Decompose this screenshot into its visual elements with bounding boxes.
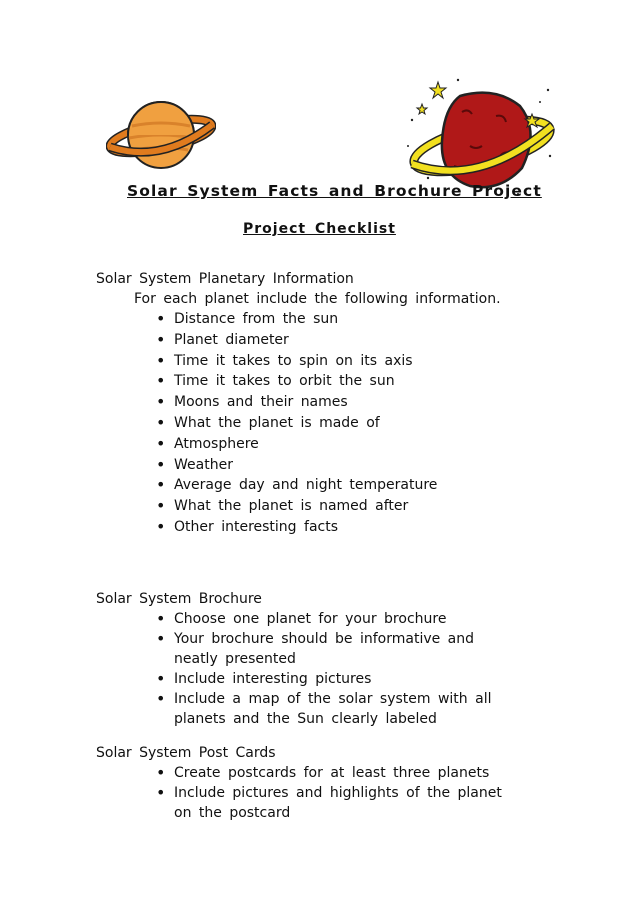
list-item-continuation: planets and the Sun clearly labeled	[174, 711, 437, 727]
list-item: • Average day and night temperature	[96, 475, 501, 496]
list-item: • Other interesting facts	[96, 517, 501, 538]
list-item: • Planet diameter	[96, 330, 501, 351]
list-item: • Your brochure should be informative and	[96, 629, 491, 649]
section-title: Solar System Planetary Information	[96, 271, 354, 287]
checklist	[96, 609, 491, 729]
list-item: • Time it takes to spin on its axis	[96, 351, 501, 372]
list-item-continuation: neatly presented	[174, 651, 296, 667]
list-item: • What the planet is named after	[96, 496, 501, 517]
checklist	[96, 763, 502, 823]
list-item-continuation: on the postcard	[174, 805, 291, 821]
post-cards-section	[96, 743, 502, 823]
section-title: Solar System Post Cards	[96, 745, 276, 761]
list-item: • Include pictures and highlights of the planet	[96, 783, 502, 803]
document-subtitle: Project Checklist	[243, 221, 396, 237]
list-item: • Moons and their names	[96, 392, 501, 413]
list-item: • What the planet is made of	[96, 413, 501, 434]
list-item: • Include a map of the solar system with all	[96, 689, 491, 709]
list-item: • Include interesting pictures	[96, 669, 491, 689]
saturn-clipart	[106, 92, 216, 178]
list-item: • Choose one planet for your brochure	[96, 609, 491, 629]
checklist	[96, 309, 501, 538]
list-item: • Time it takes to orbit the sun	[96, 371, 501, 392]
list-item: • Atmosphere	[96, 434, 501, 455]
planetary-information-section	[96, 269, 501, 538]
section-title: Solar System Brochure	[96, 591, 262, 607]
document-title: Solar System Facts and Brochure Project	[127, 182, 542, 200]
brochure-section	[96, 589, 491, 729]
list-item: • Weather	[96, 455, 501, 476]
section-intro: For each planet include the following information.	[134, 291, 501, 307]
list-item: • Distance from the sun	[96, 309, 501, 330]
list-item: • Create postcards for at least three planets	[96, 763, 502, 783]
